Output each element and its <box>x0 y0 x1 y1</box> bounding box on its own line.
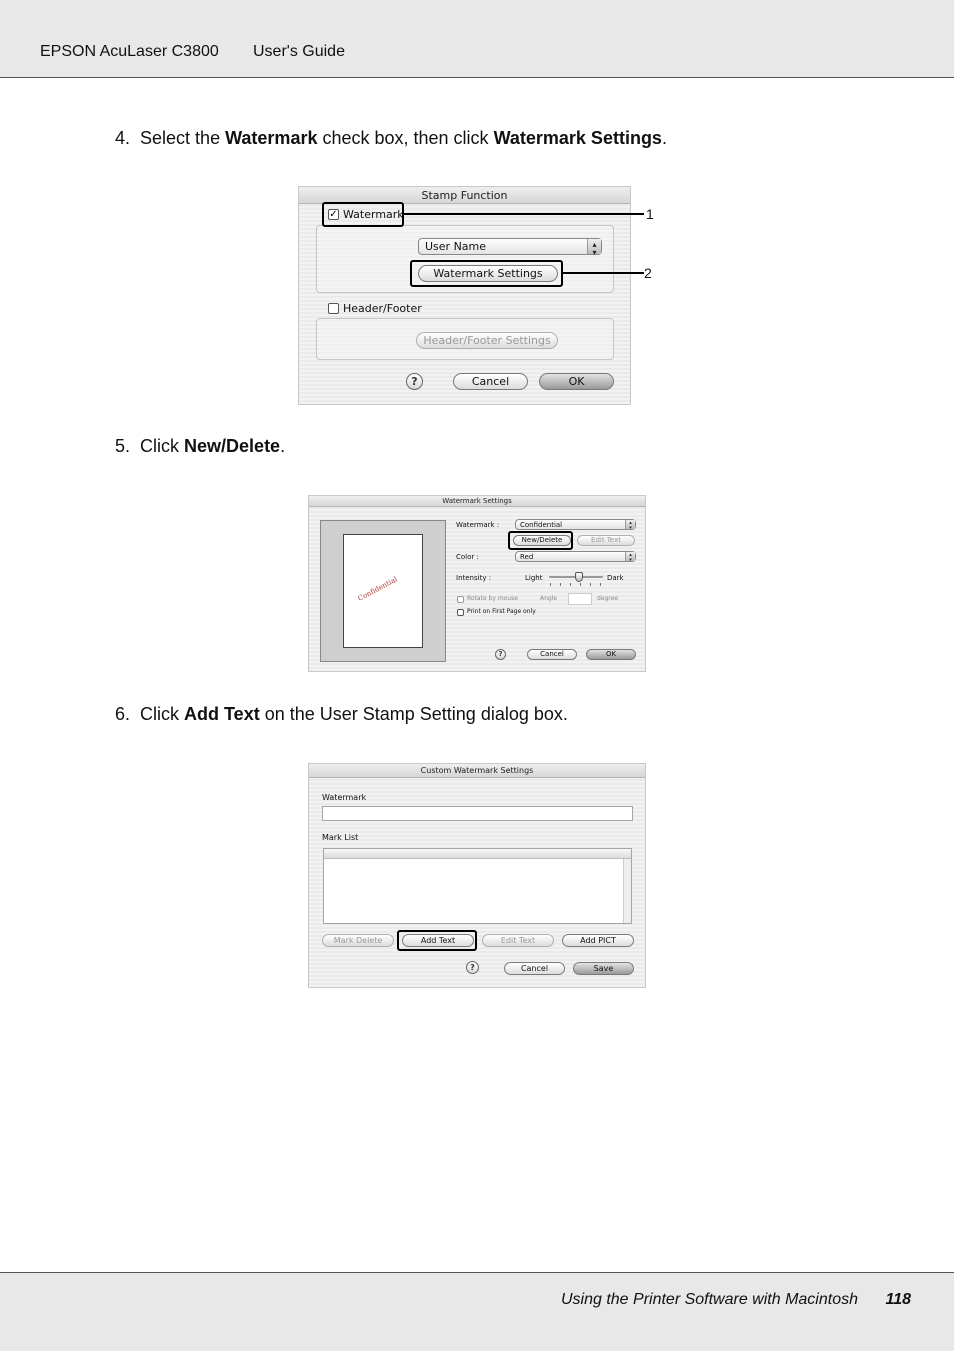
watermark-checkbox[interactable]: ✓ <box>329 209 338 220</box>
header-footer-label: Header/Footer <box>343 302 422 315</box>
dialog-title: Watermark Settings <box>309 496 645 507</box>
ok-button[interactable]: OK <box>539 373 614 390</box>
guide-name: User's Guide <box>253 43 345 60</box>
add-text-highlight <box>397 930 477 951</box>
product-name: EPSON AcuLaser C3800 <box>40 43 219 60</box>
save-button[interactable]: Save <box>573 962 634 975</box>
callout-highlight-1 <box>322 202 404 227</box>
popup-arrows-icon: ▴ ▾ <box>587 239 601 254</box>
watermark-settings-dialog <box>308 495 646 672</box>
callout-number-1: 1 <box>646 206 654 222</box>
color-label: Color : <box>456 553 479 561</box>
mark-list-header <box>324 849 631 859</box>
preview-area <box>320 520 446 662</box>
dark-label: Dark <box>607 574 624 582</box>
popup-arrows-icon: ▴ ▾ <box>625 552 635 561</box>
add-text-button[interactable]: Add Text <box>402 934 474 947</box>
header-footer-settings-button[interactable]: Header/Footer Settings <box>416 332 558 349</box>
light-label: Light <box>525 574 543 582</box>
step-4-instruction: 4. Select the Watermark check box, then click Watermark Settings. <box>115 128 667 148</box>
mark-list-scrollbar[interactable] <box>623 859 631 923</box>
intensity-slider-ticks <box>550 583 602 586</box>
ok-button[interactable]: OK <box>586 649 636 660</box>
preview-watermark-text[interactable]: Confidential <box>356 575 399 603</box>
cancel-button[interactable]: Cancel <box>453 373 528 390</box>
page-footer <box>0 1272 954 1351</box>
cancel-button[interactable]: Cancel <box>504 962 565 975</box>
add-pict-button[interactable]: Add PICT <box>562 934 634 947</box>
edit-text-button[interactable]: Edit Text <box>577 535 635 546</box>
watermark-text-input[interactable] <box>322 806 633 821</box>
new-delete-highlight <box>508 531 573 550</box>
callout-line-2 <box>563 272 644 274</box>
angle-label: Angle <box>540 595 558 602</box>
dialog-title: Stamp Function <box>299 187 630 204</box>
watermark-label: Watermark <box>322 793 367 802</box>
watermark-popup[interactable]: Confidential ▴ ▾ <box>515 519 636 530</box>
page-number: 118 <box>885 1291 911 1308</box>
watermark-settings-button[interactable]: Watermark Settings <box>418 265 558 282</box>
intensity-slider-thumb[interactable] <box>575 572 583 582</box>
help-icon[interactable]: ? <box>466 961 479 974</box>
step-5-instruction: 5. Click New/Delete. <box>115 436 286 456</box>
preview-page <box>343 534 423 648</box>
new-delete-button[interactable]: New/Delete <box>513 535 571 546</box>
header-footer-checkbox[interactable] <box>328 303 339 314</box>
angle-input[interactable] <box>568 593 592 605</box>
user-name-popup[interactable]: User Name ▴ ▾ <box>418 238 602 255</box>
help-icon[interactable]: ? <box>495 649 506 660</box>
callout-line-1 <box>404 213 644 215</box>
rotate-by-mouse-label: Rotate by mouse <box>467 595 518 602</box>
mark-list[interactable] <box>323 848 632 924</box>
cancel-button[interactable]: Cancel <box>527 649 577 660</box>
watermark-label: Watermark <box>343 208 404 221</box>
mark-list-label: Mark List <box>322 833 359 842</box>
mark-delete-button[interactable]: Mark Delete <box>322 934 394 947</box>
popup-arrows-icon: ▴ ▾ <box>625 520 635 529</box>
edit-text-button[interactable]: Edit Text <box>482 934 554 947</box>
rotate-by-mouse-checkbox[interactable] <box>457 596 464 603</box>
page-header <box>0 0 954 78</box>
footer-section-title: Using the Printer Software with Macintosh <box>560 1291 858 1308</box>
dialog-title: Custom Watermark Settings <box>309 764 645 778</box>
help-icon[interactable]: ? <box>406 373 423 390</box>
custom-watermark-dialog <box>308 763 646 988</box>
first-page-only-label: Print on First Page only <box>467 608 536 615</box>
first-page-only-checkbox[interactable] <box>457 609 464 616</box>
callout-highlight-2 <box>410 260 563 287</box>
watermark-field-label: Watermark : <box>456 521 500 529</box>
callout-number-2: 2 <box>644 265 652 281</box>
intensity-label: Intensity : <box>456 574 492 582</box>
color-popup[interactable]: Red ▴ ▾ <box>515 551 636 562</box>
degree-label: degree <box>597 595 619 602</box>
step-6-instruction: 6. Click Add Text on the User Stamp Setting dialog box. <box>115 704 568 724</box>
